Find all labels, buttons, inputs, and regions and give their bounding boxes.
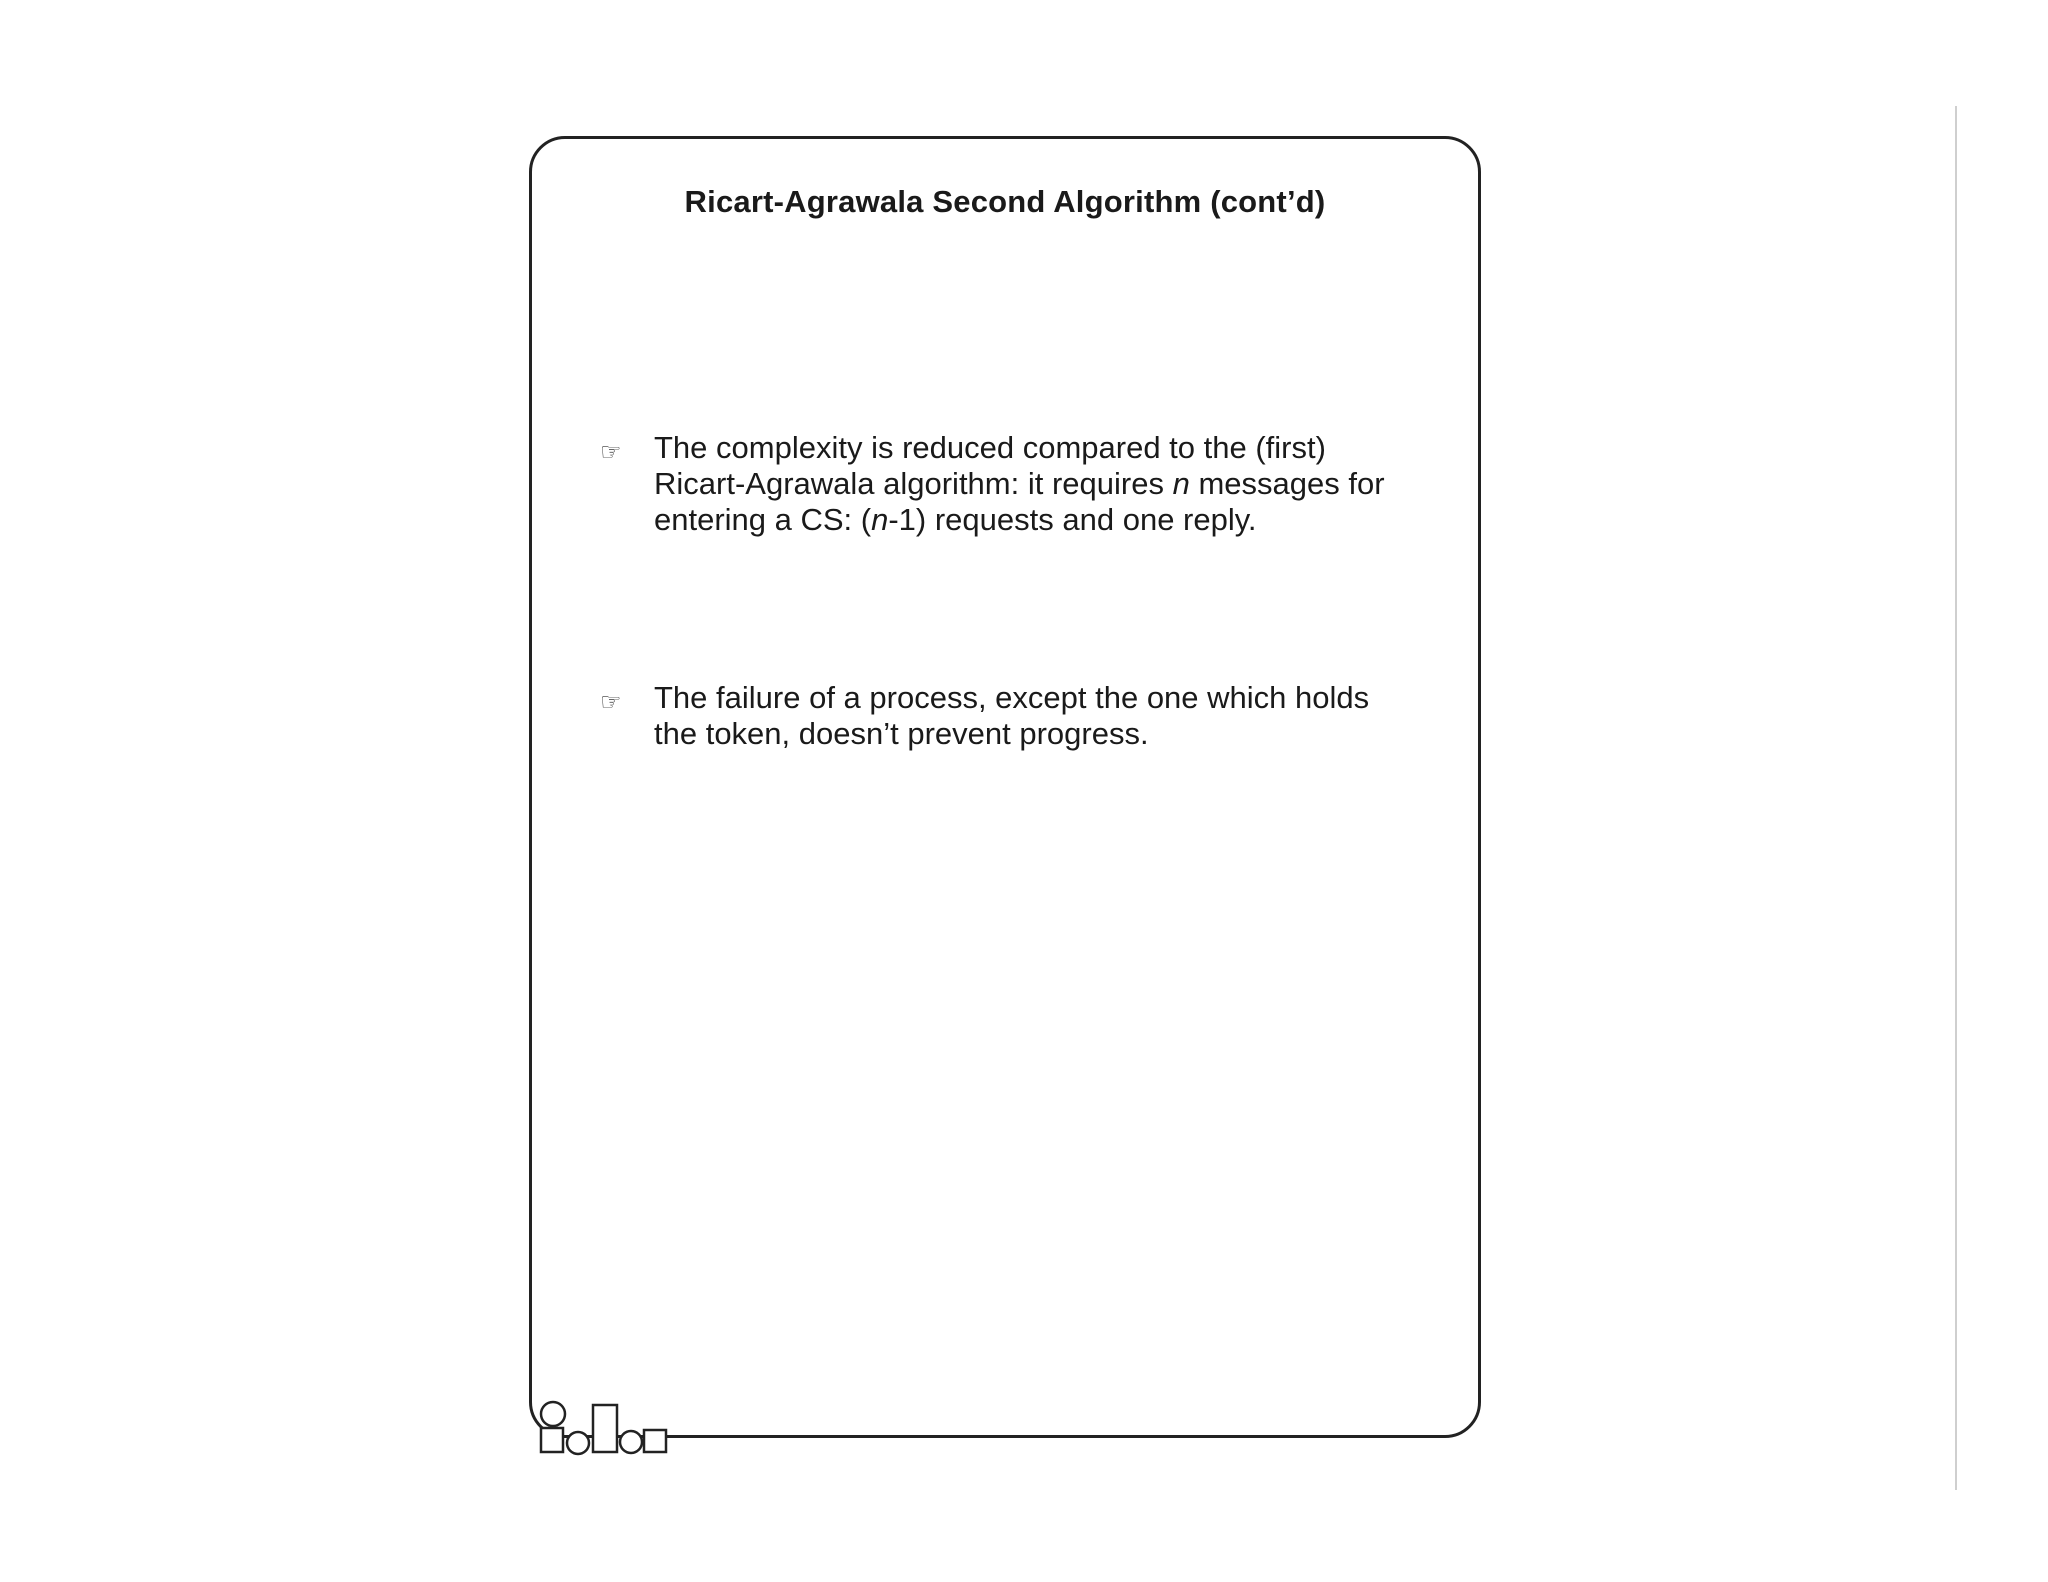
slide-frame — [529, 136, 1481, 1438]
logo-shapes-icon — [533, 1398, 673, 1458]
pointing-hand-icon: ☞ — [600, 438, 622, 466]
pointing-hand-icon: ☞ — [600, 688, 622, 716]
bullet-item — [600, 430, 1420, 538]
bullet-text: The complexity is reduced compared to the (first) Ricart-Agrawala algorithm: it requires n messages for entering a CS: (n-1) requests and one reply. — [654, 430, 1385, 537]
slide-title: Ricart-Agrawala Second Algorithm (cont’d) — [684, 184, 1326, 219]
bullet-item — [600, 680, 1420, 752]
page-edge-divider — [1955, 106, 1957, 1490]
bullet-text: The failure of a process, except the one which holds the token, doesn’t prevent progress. — [654, 680, 1370, 751]
